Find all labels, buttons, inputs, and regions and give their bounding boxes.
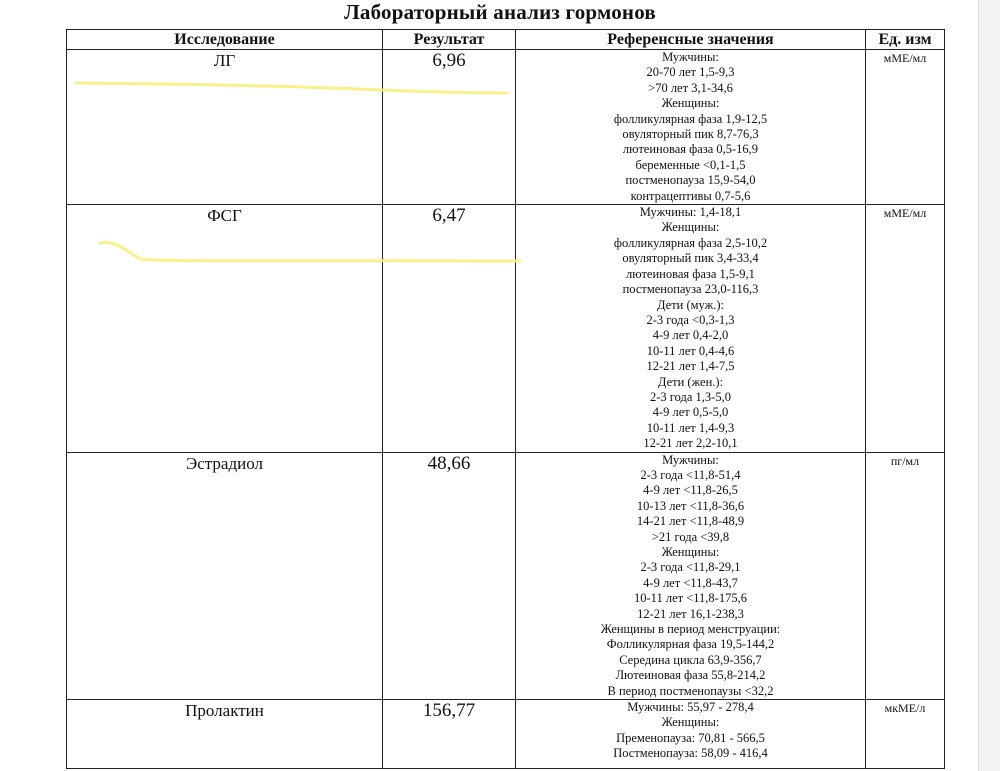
reference-line: Женщины: (661, 96, 720, 111)
reference-line: Женщины: (661, 220, 720, 235)
reference-line: 2-3 года <0,3-1,3 (646, 312, 735, 327)
reference-line: 10-11 лет 0,4-4,6 (646, 343, 735, 358)
reference-line: Мужчины: 1,4-18,1 (639, 205, 742, 220)
study-name: ФСГ (67, 205, 383, 453)
result-value: 6,96 (383, 50, 516, 205)
reference-line: Мужчины: 55,97 - 278,4 (627, 700, 754, 715)
reference-line: Постменопауза: 58,09 - 416,4 (613, 746, 768, 761)
hormone-results-table (66, 29, 945, 769)
reference-line: 4-9 лет <11,8-26,5 (643, 483, 738, 498)
reference-line: >70 лет 3,1-34,6 (648, 80, 733, 95)
unit-value: мМЕ/мл (866, 205, 945, 453)
reference-line: 10-11 лет <11,8-175,6 (634, 591, 747, 606)
result-value: 48,66 (383, 452, 516, 700)
reference-line: Лютеиновая фаза 55,8-214,2 (615, 668, 766, 683)
header-result: Результат (383, 30, 516, 50)
reference-line: 12-21 лет 16,1-238,3 (637, 606, 744, 621)
reference-line: 20-70 лет 1,5-9,3 (646, 65, 735, 80)
reference-line: 4-9 лет 0,5-5,0 (652, 405, 729, 420)
reference-line: беременные <0,1-1,5 (635, 157, 746, 172)
reference-line: Мужчины: (662, 50, 719, 64)
reference-line: Пременопауза: 70,81 - 566,5 (616, 730, 765, 745)
reference-line: 12-21 лет 1,4-7,5 (646, 359, 735, 374)
reference-line: 4-9 лет <11,8-43,7 (643, 575, 738, 590)
reference-line: лютеиновая фаза 1,5-9,1 (626, 266, 755, 281)
reference-line: постменопауза 23,0-116,3 (622, 282, 759, 297)
reference-line: фолликулярная фаза 2,5-10,2 (613, 235, 768, 250)
table-row-lh (67, 50, 945, 205)
table-row-prolactin (67, 700, 945, 769)
reference-line: Женщины в период менструации: (600, 622, 781, 637)
unit-value: мкМЕ/л (866, 700, 945, 769)
reference-line: Середина цикла 63,9-356,7 (619, 652, 762, 667)
reference-line: Мужчины: (662, 452, 719, 467)
reference-line: овуляторный пик 8,7-76,3 (622, 127, 759, 142)
reference-line: 12-21 лет 2,2-10,1 (643, 436, 738, 451)
result-value: 156,77 (383, 700, 516, 769)
reference-line: >21 года <39,8 (651, 529, 730, 544)
reference-line: 2-3 года <11,8-51,4 (640, 467, 741, 482)
table-row-estradiol (67, 452, 945, 700)
table-header-row (67, 30, 945, 50)
reference-line: Дети (муж.): (656, 297, 725, 312)
reference-values (516, 700, 866, 769)
reference-line: 10-11 лет 1,4-9,3 (646, 420, 735, 435)
reference-line: В период постменопаузы <32,2 (607, 683, 774, 698)
result-value: 6,47 (383, 205, 516, 453)
reference-line: лютеиновая фаза 0,5-16,9 (622, 142, 759, 157)
header-unit: Ед. изм (866, 30, 945, 50)
reference-values (516, 50, 866, 205)
reference-values (516, 452, 866, 700)
reference-line: 2-3 года 1,3-5,0 (650, 389, 731, 404)
reference-line: 4-9 лет 0,4-2,0 (652, 328, 729, 343)
reference-line: 14-21 лет <11,8-48,9 (636, 514, 745, 529)
header-study: Исследование (67, 30, 383, 50)
reference-line: Женщины: (661, 715, 720, 730)
page-title: Лабораторный анализ гормонов (344, 0, 656, 24)
reference-line: 10-13 лет <11,8-36,6 (636, 498, 745, 513)
reference-line: Фолликулярная фаза 19,5-144,2 (606, 637, 775, 652)
study-name: Пролактин (67, 700, 383, 769)
reference-values (516, 205, 866, 453)
table-row-fsh (67, 205, 945, 453)
reference-line: фолликулярная фаза 1,9-12,5 (613, 111, 768, 126)
reference-line: овуляторный пик 3,4-33,4 (622, 251, 759, 266)
unit-value: пг/мл (866, 452, 945, 700)
reference-line: 2-3 года <11,8-29,1 (640, 560, 741, 575)
reference-line: Дети (жен.): (657, 374, 724, 389)
study-name: ЛГ (67, 50, 383, 205)
reference-line: контрацептивы 0,7-5,6 (630, 188, 751, 203)
unit-value: мМЕ/мл (866, 50, 945, 205)
study-name: Эстрадиол (67, 452, 383, 700)
header-reference: Референсные значения (516, 30, 866, 50)
reference-line: Женщины: (661, 545, 720, 559)
reference-line: постменопауза 15,9-54,0 (625, 173, 756, 188)
